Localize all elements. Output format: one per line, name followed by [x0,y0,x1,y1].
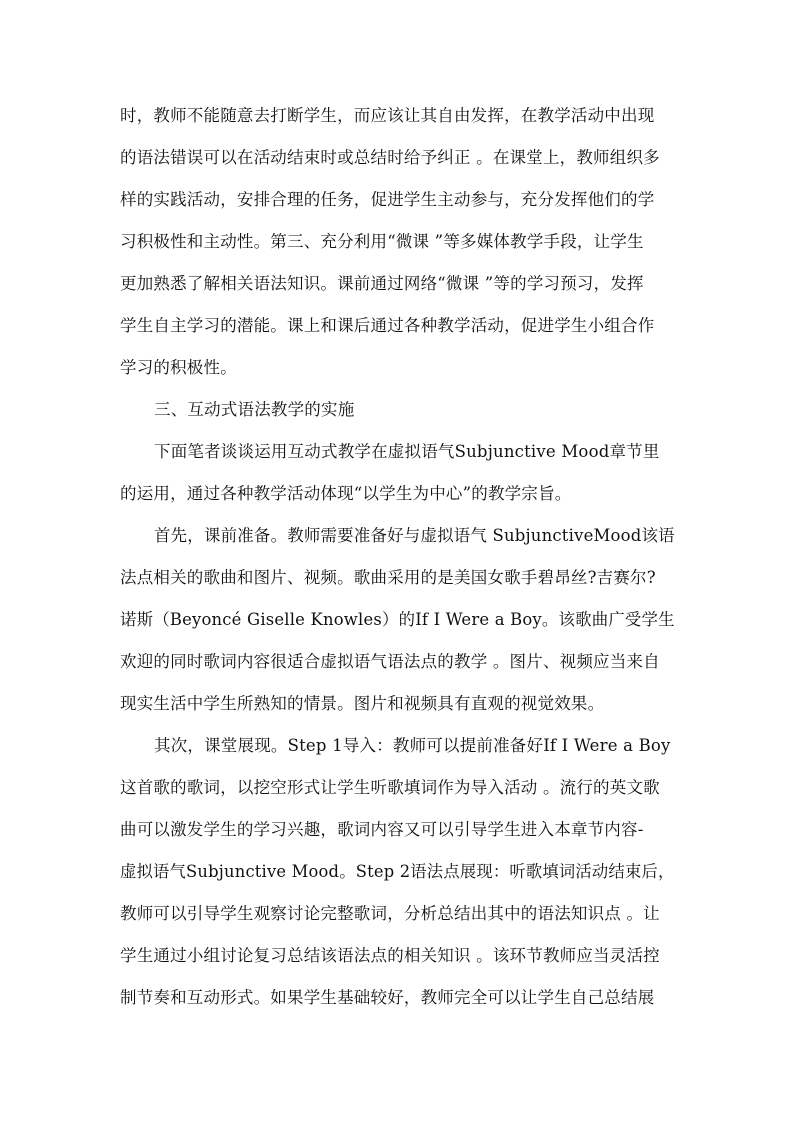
text-line: 样的实践活动，安排合理的任务，促进学生主动参与，充分发挥他们的学 [120,190,655,209]
text-line: 学习的积极性。 [120,358,237,377]
text-line: 时，教师不能随意去打断学生，而应该让其自由发挥，在教学活动中出现 [120,106,655,125]
text-line: 下面笔者谈谈运用互动式教学在虚拟语气Subjunctive Mood章节里 [154,442,660,461]
text-line: 曲可以激发学生的学习兴趣，歌词内容又可以引导学生进入本章节内容- [120,820,644,839]
text-line: 更加熟悉了解相关语法知识。课前通过网络“微课 ”等的学习预习，发挥 [120,274,644,293]
text-line: 学生自主学习的潜能。课上和课后通过各种教学活动，促进学生小组合作 [120,316,655,335]
text-line: 现实生活中学生所熟知的情景。图片和视频具有直观的视觉效果。 [120,694,605,713]
text-line: 的运用，通过各种教学活动体现“以学生为中心”的教学宗旨。 [120,484,572,503]
text-line: 其次，课堂展现。Step 1导入：教师可以提前准备好If I Were a Boy [154,736,671,755]
text-line: 学生通过小组讨论复习总结该语法点的相关知识 。该环节教师应当灵活控 [120,946,660,965]
text-line: 制节奏和互动形式。如果学生基础较好，教师完全可以让学生自己总结展 [120,988,655,1007]
text-line: 欢迎的同时歌词内容很适合虚拟语气语法点的教学 。图片、视频应当来自 [120,652,660,671]
text-line: 教师可以引导学生观察讨论完整歌词，分析总结出其中的语法知识点 。让 [120,904,660,923]
text-line: 诺斯（Beyoncé Giselle Knowles）的If I Were a Boy。该歌曲广受学生 [120,610,675,629]
text-line: 虚拟语气Subjunctive Mood。Step 2语法点展现：听歌填词活动结束后， [120,862,675,881]
text-line: 习积极性和主动性。第三、充分利用“微课 ”等多媒体教学手段，让学生 [120,232,644,251]
section-heading: 三、互动式语法教学的实施 [154,400,355,419]
text-line: 法点相关的歌曲和图片、视频。歌曲采用的是美国女歌手碧昂丝?吉赛尔? [120,568,656,587]
text-line: 首先，课前准备。教师需要准备好与虚拟语气 SubjunctiveMood该语 [154,526,675,545]
text-line: 的语法错误可以在活动结束时或总结时给予纠正 。在课堂上，教师组织多 [120,148,660,167]
text-line: 这首歌的歌词，以挖空形式让学生听歌填词作为导入活动 。流行的英文歌 [120,778,660,797]
